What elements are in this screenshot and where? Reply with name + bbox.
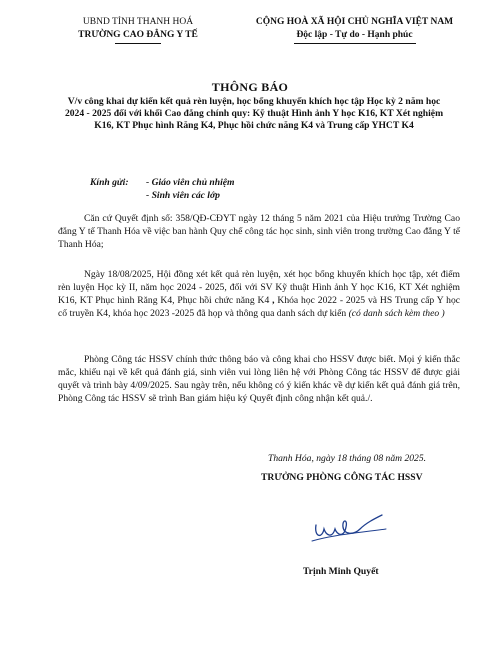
paragraph-announcement: Phòng Công tác HSSV chính thức thông báo và công khai cho HSSV được biết. Mọi ý kiến thắc mắc, khiếu nại về kết quả đánh giá, sinh viên vui lòng liên hệ với Phòng Công tác HSSV để được giải quyết và trình bày 4/09/2025. Sau ngày trên, nếu không có ý kiến khác về dự kiến kết quả đánh giá trên, Phòng Công tác HSSV sẽ trình Ban giám hiệu ký Quyết định công nhận kết quả./. [58,354,460,404]
recipients-block [90,176,234,202]
paragraph-legal-basis: Căn cứ Quyết định số: 358/QĐ-CĐYT ngày 12 tháng 5 năm 2021 của Hiệu trưởng Trường Cao đẳng Y tế Thanh Hóa về việc ban hành Quy chế công tác học sinh, sinh viên trong trường Cao đẳng Y tế Thanh Hóa; [58,213,460,250]
council-text-cont: Khóa học 2022 - 2025 và HS Trung cấp Y học cổ truyền K4, khóa học 2023 -2025 đã họp và thông qua danh sách dự kiến [58,295,460,319]
document-title: THÔNG BÁO [211,80,289,94]
council-text: Ngày 18/08/2025, Hội đồng xét kết quả rèn luyện, xét học bổng khuyến khích học tập, xét điểm rèn luyện Học kỳ II, năm học 2024 - 2025, đối với SV Kỹ thuật Hình ảnh Y học K16, KT Xét nghiệm K16, KT Phục hình Răng K4, Phục hồi chức năng K4 [58,269,460,306]
council-comma: , [272,295,275,306]
recipient-item: - Sinh viên các lớp [146,190,220,201]
signer-name: Trịnh Minh Quyết [303,566,379,577]
document-subject: V/v công khai dự kiến kết quả rèn luyện, học bổng khuyến khích học tập Học kỳ 2 năm học 2024 - 2025 đối với khối Cao đẳng chính quy: Kỹ thuật Hình ảnh Y học K16, KT Xét nghiệm K16, KT Phục hình Răng K4, Phục hồi chức năng K4 và Trung cấp YHCT K4 [64,96,444,131]
place-date: Thanh Hóa, ngày 18 tháng 08 năm 2025. [268,453,427,464]
issuing-organization [58,16,218,44]
recipient-item: - Giáo viên chủ nhiệm [146,177,235,188]
handwritten-signature [302,505,392,550]
org-underline [115,43,161,44]
paragraph-council-meeting [58,268,460,320]
national-motto: Độc lập - Tự do - Hạnh phúc [296,30,413,40]
signing-department: TRƯỞNG PHÒNG CÔNG TÁC HSSV [261,472,423,483]
national-header [232,16,477,44]
attachment-note: (có danh sách kèm theo ) [348,308,445,319]
nation-name: CỘNG HOÀ XÃ HỘI CHỦ NGHĨA VIỆT NAM [255,17,454,27]
org-line-1: UBND TỈNH THANH HOÁ [82,17,194,27]
motto-underline [294,43,416,44]
org-line-2: TRƯỜNG CAO ĐẲNG Y TẾ [78,30,198,40]
recipients-label: Kính gửi: [90,177,129,188]
